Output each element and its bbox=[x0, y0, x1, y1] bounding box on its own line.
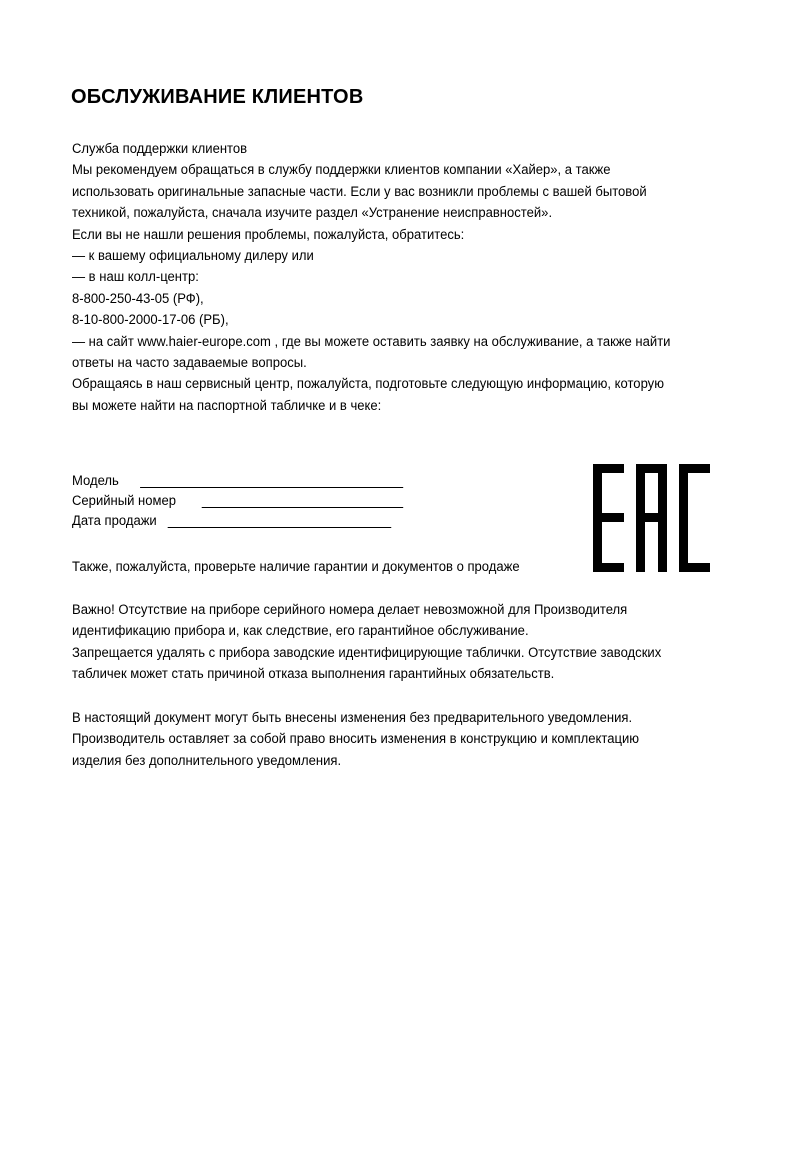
dealer-option: — к вашему официальному дилеру или bbox=[72, 247, 314, 264]
website-option: — на сайт www.haier-europe.com , где вы можете оставить заявку на обслуживание, а также найти bbox=[72, 333, 671, 350]
intro-text bbox=[72, 139, 670, 417]
intro-line: Обращаясь в наш сервисный центр, пожалуйста, подготовьте следующую информацию, которую bbox=[72, 376, 665, 393]
disclaimer-notice bbox=[72, 708, 639, 772]
important-line: идентификацию прибора и, как следствие, его гарантийное обслуживание. bbox=[72, 623, 529, 640]
phone-ru: 8-800-250-43-05 (РФ), bbox=[72, 290, 204, 307]
serial-number-label: Серийный номер bbox=[72, 493, 177, 509]
sale-date-label: Дата продажи bbox=[72, 513, 157, 529]
model-blank-line bbox=[140, 472, 403, 488]
intro-line: Мы рекомендуем обращаться в службу поддержки клиентов компании «Хайер», а также bbox=[72, 162, 611, 179]
important-line: Запрещается удалять с прибора заводские идентифицирующие таблички. Отсутствие заводских bbox=[72, 644, 662, 661]
serial-number-blank-line bbox=[202, 492, 403, 508]
important-notice bbox=[72, 600, 661, 686]
important-line: табличек может стать причиной отказа выполнения гарантийных обязательств. bbox=[72, 666, 555, 683]
call-center-option: — в наш колл-центр: bbox=[72, 269, 199, 286]
intro-line: ответы на часто задаваемые вопросы. bbox=[72, 354, 307, 371]
intro-line: вы можете найти на паспортной табличке и в чеке: bbox=[72, 397, 382, 414]
page-title: ОБСЛУЖИВАНИЕ КЛИЕНТОВ bbox=[71, 86, 364, 108]
sale-date-field bbox=[72, 512, 157, 532]
intro-line: использовать оригинальные запасные части. Если у вас возникли проблемы с вашей бытовой bbox=[72, 183, 647, 200]
disclaimer-line: изделия без дополнительного уведомления. bbox=[72, 752, 342, 769]
intro-line: Служба поддержки клиентов bbox=[72, 141, 248, 157]
model-field bbox=[72, 472, 119, 492]
model-label: Модель bbox=[72, 473, 119, 489]
intro-line: Если вы не нашли решения проблемы, пожалуйста, обратитесь: bbox=[72, 226, 465, 243]
sale-date-blank-line bbox=[168, 512, 392, 528]
warranty-check-note: Также, пожалуйста, проверьте наличие гарантии и документов о продаже bbox=[72, 559, 520, 575]
eac-conformity-mark-icon bbox=[593, 464, 710, 572]
disclaimer-line: В настоящий документ могут быть внесены изменения без предварительного уведомления. bbox=[72, 710, 633, 726]
phone-by: 8-10-800-2000-17-06 (РБ), bbox=[72, 312, 229, 329]
intro-line: техникой, пожалуйста, сначала изучите раздел «Устранение неисправностей». bbox=[72, 205, 553, 222]
serial-number-field bbox=[72, 492, 176, 512]
disclaimer-line: Производитель оставляет за собой право вносить изменения в конструкцию и комплектацию bbox=[72, 731, 640, 748]
important-line: Важно! Отсутствие на приборе серийного номера делает невозможной для Производителя bbox=[72, 602, 628, 618]
